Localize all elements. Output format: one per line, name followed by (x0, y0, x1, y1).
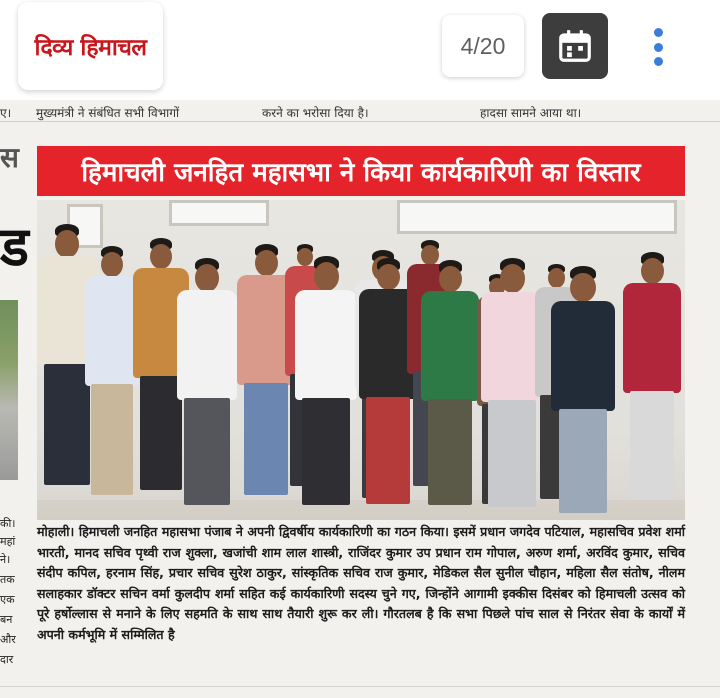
adjacent-photo (0, 300, 18, 480)
newspaper-logo[interactable] (18, 2, 163, 90)
article-body: मोहाली। हिमाचली जनहित महासभा पंजाब ने अपनी द्विवर्षीय कार्यकारिणी का गठन किया। इसमें प्रधान जगदेव पटियाल, महासचिव प्रवेश शर्मा भारती, मानद सचिव पृथ्वी राज शुक्ला, खजांची शाम लाल शास्त्री, राजिंदर कुमार उप प्रधान राम गोपाल, अरुण शर्मा, अरविंद कुमार, सचिव संदीप कपिल, हरनाम सिंह, प्रचार सचिव सुरेश ठाकुर, सांस्कृतिक सचिव राज कुमार, मेडिकल सैल सुनील चौहान, महिला सैल संतोष, नीलम सलाहकार डॉक्टर सचिन वर्मा कुलदीप शर्मा सहित कई कार्यकारिणी सदस्य चुने गए, जिन्होंने आगामी इक्कीस दिसंबर को हिमाचली उत्सव को पूरे हर्षोल्लास से मनाने के लिए सहमति के साथ साथ तैयारी शुरू कर ली। गौरतलब है कि सभा पिछले पांच साल से निरंतर सेवा के कार्यों में अपनी कर्मभूमि में सम्मिलित है (37, 520, 685, 672)
app-bar (0, 0, 720, 100)
adjacent-fragment: एक (0, 593, 15, 606)
logo-text: दिव्य हिमाचल (34, 34, 147, 61)
adjacent-fragment: दार (0, 653, 14, 666)
calendar-icon (556, 27, 594, 65)
epaper-page[interactable] (0, 100, 720, 698)
calendar-button[interactable] (542, 13, 608, 79)
adjacent-fragment: तक (0, 573, 15, 586)
adjacent-fragment: महां (0, 535, 16, 548)
prev-fragment: हादसा सामने आया था। (480, 106, 582, 120)
page-counter[interactable]: 4/20 (442, 15, 524, 77)
adjacent-heading: ड (0, 215, 29, 278)
more-options-button[interactable] (640, 22, 676, 72)
adjacent-fragment: ने। (0, 553, 11, 566)
adjacent-fragment: और (0, 633, 16, 646)
previous-article-strip (0, 100, 720, 122)
prev-fragment: करने का भरोसा दिया है। (262, 106, 369, 120)
adjacent-fragment: बन (0, 613, 13, 626)
adjacent-fragment: की। (0, 517, 16, 530)
next-article-strip (0, 686, 720, 698)
adjacent-column (0, 130, 29, 690)
article-headline: हिमाचली जनहित महासभा ने किया कार्यकारिणी का विस्तार (37, 146, 685, 196)
prev-fragment: मुख्यमंत्री ने संबंधित सभी विभागों (36, 106, 180, 120)
prev-fragment: ए। (0, 106, 12, 120)
more-vert-icon (654, 28, 663, 37)
adjacent-heading: स (0, 141, 19, 174)
